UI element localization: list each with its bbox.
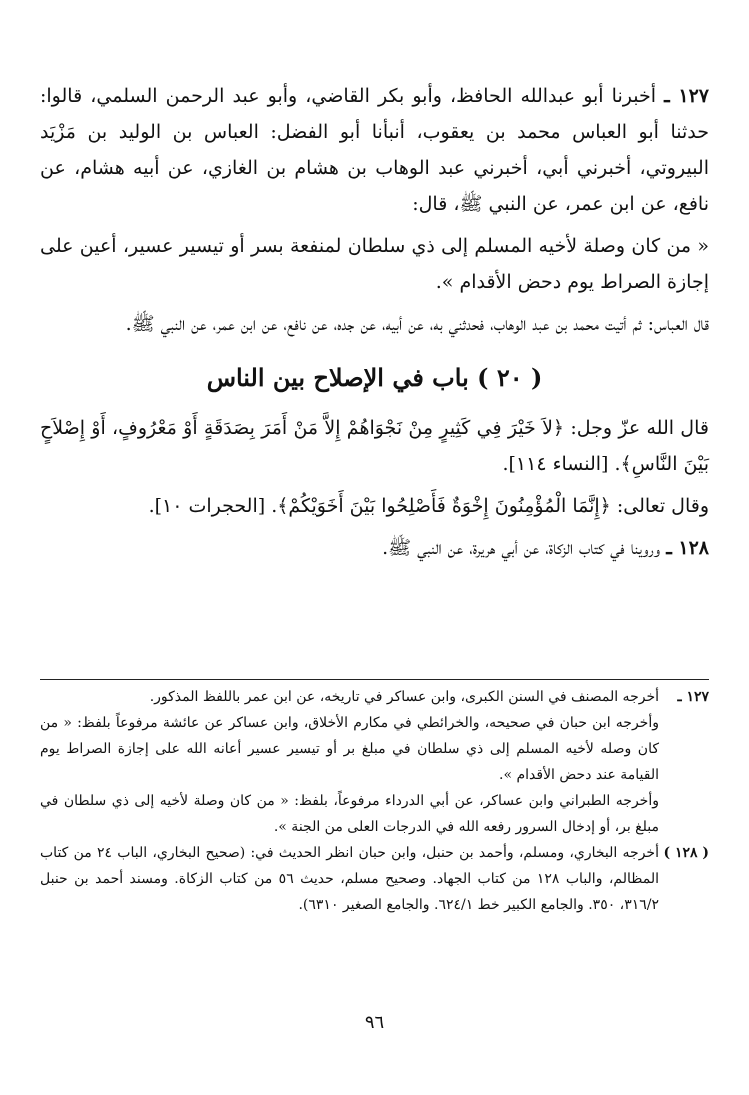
verse-hujurat: وقال تعالى: ﴿إِنَّمَا الْمُؤْمِنُونَ إِخْوَةٌ فَأَصْلِحُوا بَيْنَ أَخَوَيْكُمْ﴾. [الحجرات ١٠].	[148, 495, 709, 517]
isnad-127: أخبرنا أبو عبدالله الحافظ، وأبو بكر القاضي، وأبو عبد الرحمن السلمي، قالوا: حدثنا أبو العباس محمد بن يعقوب، أنبأنا أبو الفضل: العباس بن الوليد بن مَزْيَد البيروتي، أخبرني أبي، أخبرني عبد الوهاب بن هشام بن الغازي، عن أبيه هشام، عن نافع، عن ابن عمر، عن النبي ﷺ، قال:	[40, 85, 709, 215]
footnote-number: ( ١٢٨ )	[663, 845, 709, 861]
footnote-number: ١٢٧ ـ	[677, 689, 709, 705]
footnote-body	[40, 840, 659, 918]
footnote-127	[40, 684, 709, 840]
hadith-number-127: ١٢٧ ـ	[664, 85, 709, 107]
verse-nisa: قال الله عزّ وجل: ﴿لاَ خَيْرَ فِي كَثِيرٍ مِنْ نَجْوَاهُمْ إِلاَّ مَنْ أَمَرَ بِصَدَقَةٍ أَوْ مَعْرُوفٍ، أَوْ إِصْلاَحٍ بَيْنَ النَّاسِ﴾. [النساء ١١٤].	[40, 417, 709, 475]
hadith-text-127: « من كان وصلة لأخيه المسلم إلى ذي سلطان لمنفعة بسر أو تيسير عسير، أعين على إجازة الصراط يوم دحض الأقدام ».	[40, 235, 709, 293]
abbas-narration: قال العباس: ثم أتيت محمد بن عبد الوهاب، فحدثني به، عن أبيه، عن جده، عن نافع، عن ابن عمر، عن النبي ﷺ.	[125, 313, 709, 335]
footnote-body	[40, 684, 659, 840]
footnote-128	[40, 840, 709, 918]
paragraph-128	[40, 530, 709, 566]
page-number: ٩٦	[364, 1012, 385, 1033]
footnote-line: أخرجه المصنف في السنن الكبرى، وابن عساكر في تاريخه، عن ابن عمر باللفظ المذكور.	[149, 689, 659, 705]
hadith-number-128: ١٢٨ ـ	[666, 537, 709, 559]
chapter-title: ( ٢٠ ) باب في الإصلاح بين الناس	[206, 363, 543, 392]
main-text	[40, 78, 709, 572]
footnote-line: أخرجه البخاري، ومسلم، وأحمد بن حنبل، وابن حبان انظر الحديث في: (صحيح البخاري، الباب ٢٤ من كتاب المظالم، والباب ١٢٨ من كتاب الجهاد. وصحيح مسلم، حديث ٥٦ من كتاب الزكاة. ومسند أحمد بن حنبل ٣١٦/٢، ٣٥٠. والجامع الكبير خط ٦٢٤/١. والجامع الصغير ٦٣١٠).	[40, 845, 659, 913]
footnotes	[40, 684, 709, 918]
footnote-line: وأخرجه الطبراني وابن عساكر، عن أبي الدرداء مرفوعاً، بلفظ: « من كان وصلة لأخيه إلى ذي سلطان في مبلغ بر، أو إدخال السرور رفعه الله في الدرجات العلى من الجنة ».	[40, 793, 659, 835]
footnote-divider	[40, 679, 709, 680]
footnote-line: وأخرجه ابن حبان في صحيحه، والخرائطي في مكارم الأخلاق، وابن عساكر عن عائشة مرفوعاً بلفظ: « من كان وصله لأخيه المسلم إلى ذي سلطان في مبلغ بر أو تيسير عسير أعانه الله على إجازة الصراط يوم القيامة عند دحض الأقدام ».	[40, 715, 659, 783]
paragraph-127	[40, 78, 709, 222]
text-128: وروينا في كتاب الزكاة، عن أبي هريرة، عن النبي ﷺ.	[382, 537, 661, 559]
